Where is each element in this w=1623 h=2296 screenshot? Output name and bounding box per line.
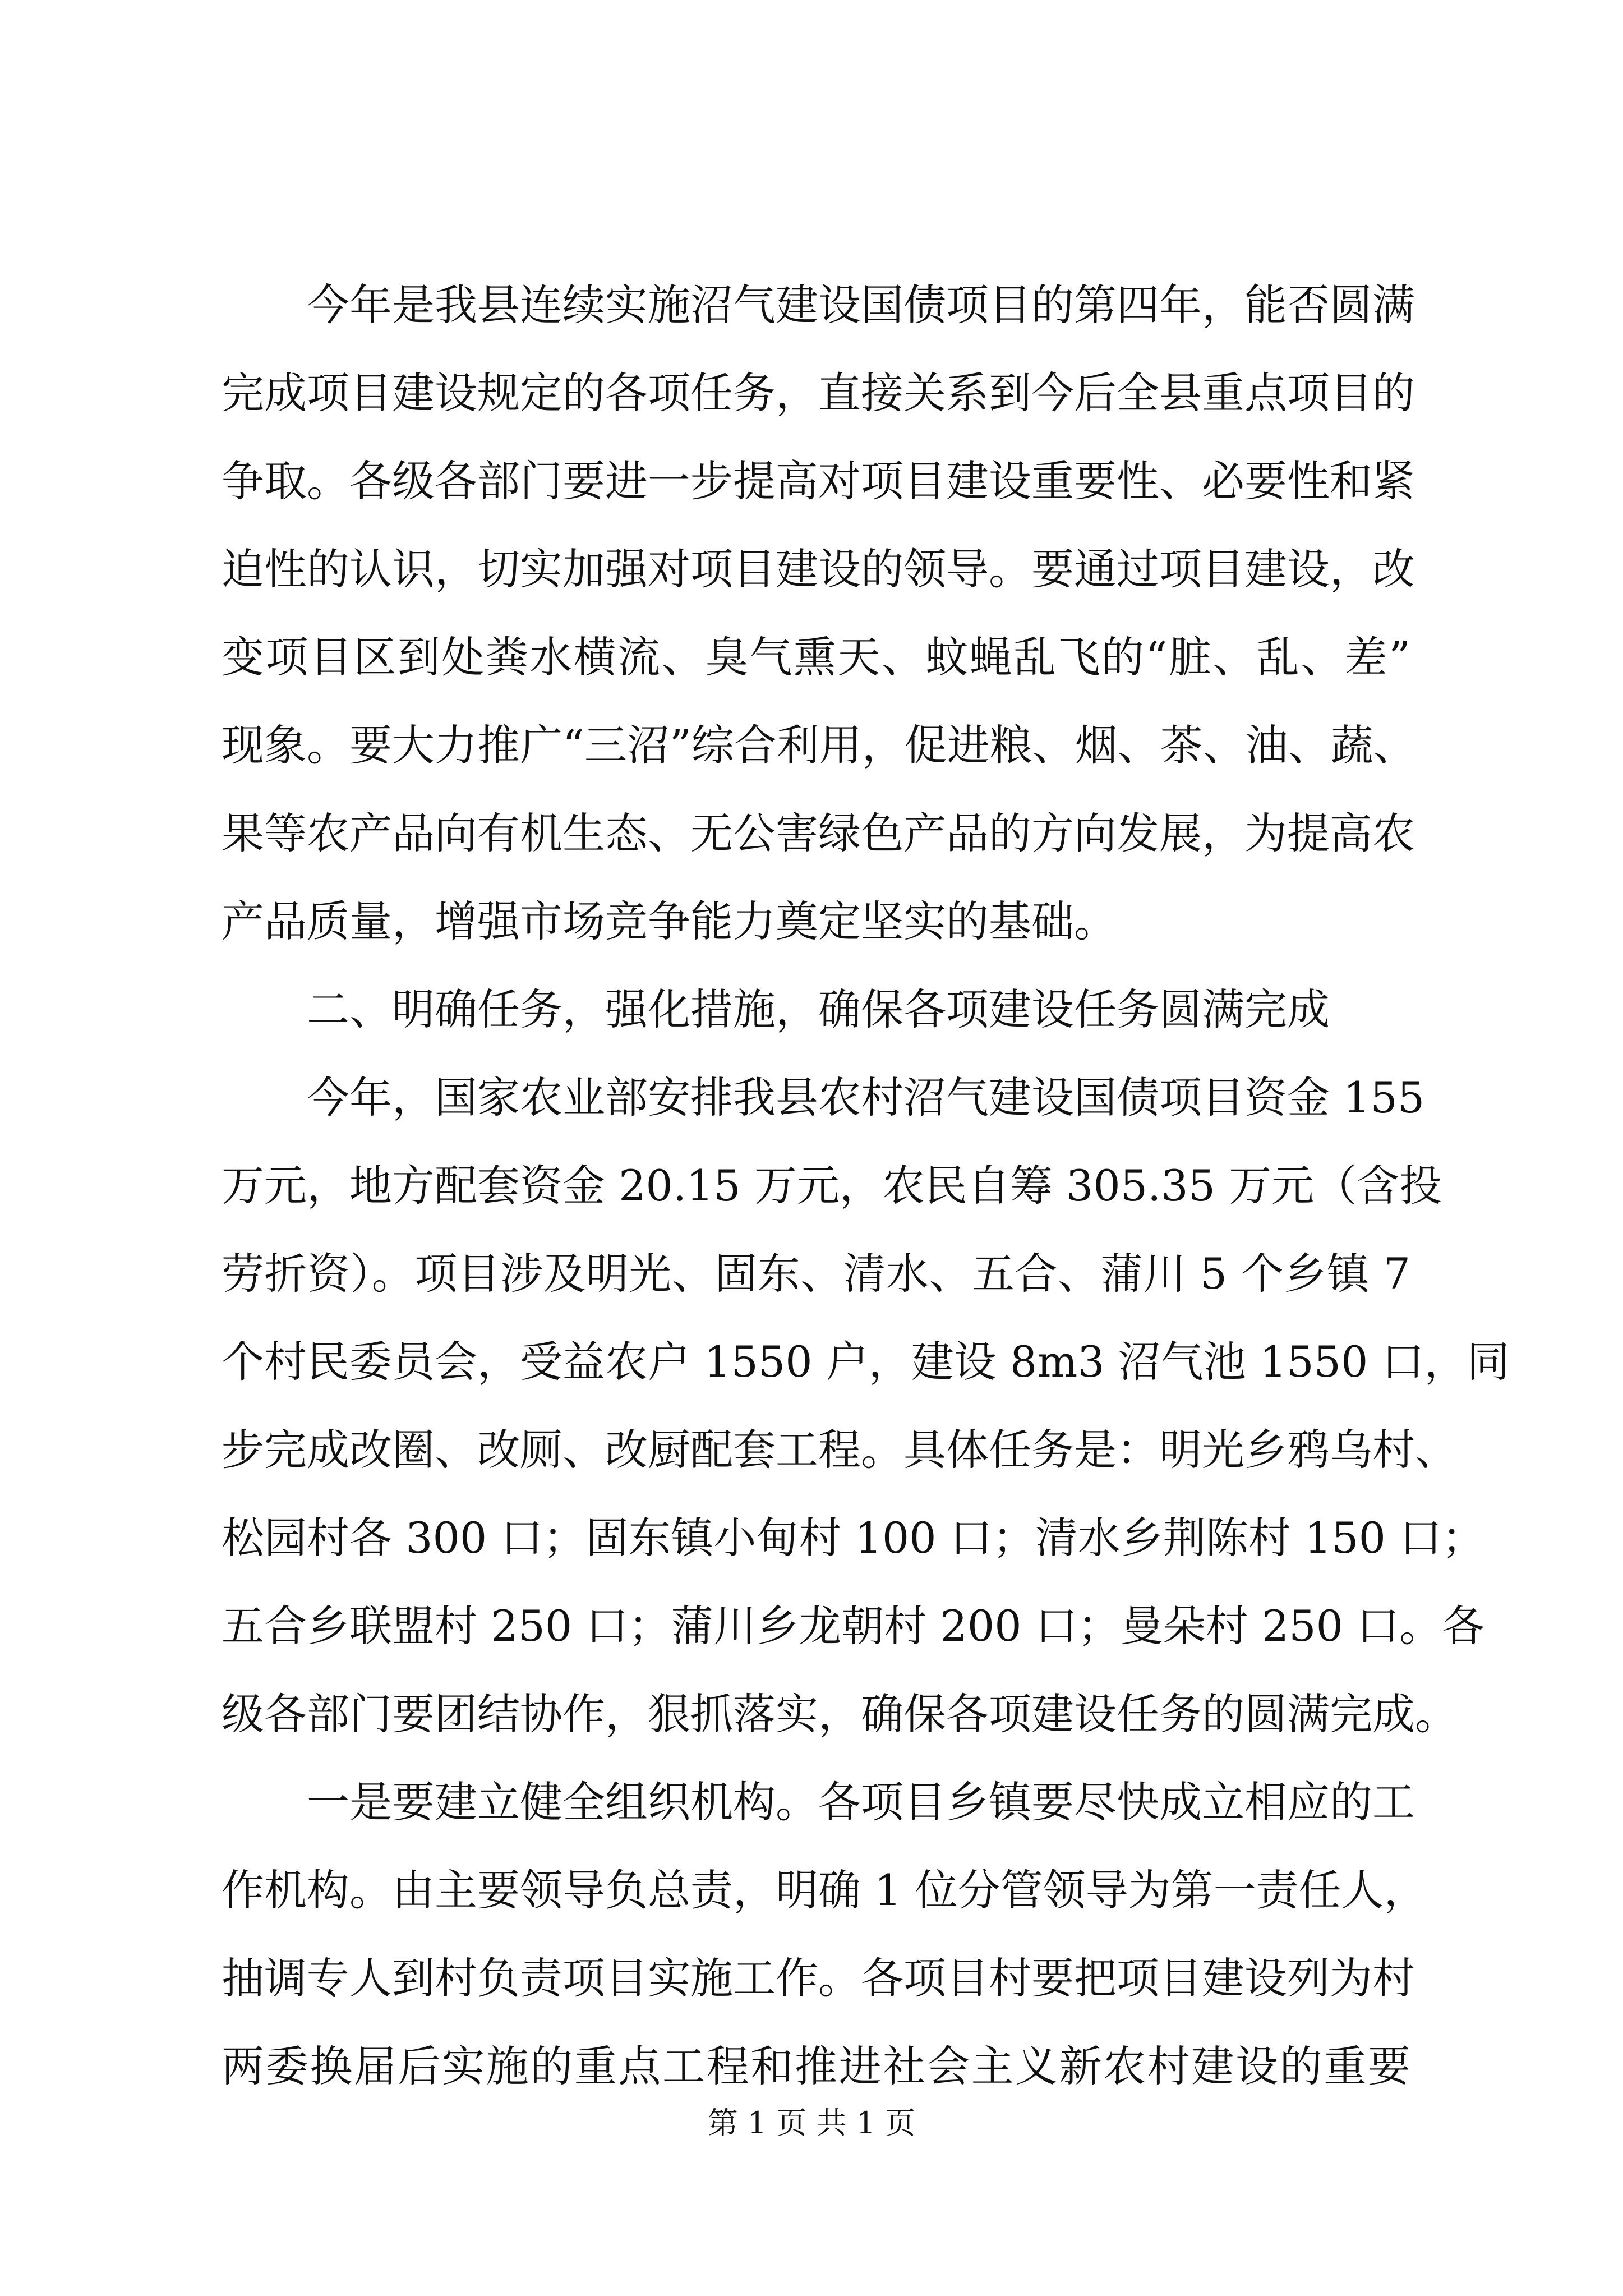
paragraph-line: 争取。各级各部门要进一步提高对项目建设重要性、必要性和紧 (222, 456, 1415, 506)
paragraph-line: 果等农产品向有机生态、无公害绿色产品的方向发展，为提高农 (222, 808, 1415, 858)
paragraph-line: 松园村各 300 口；固东镇小甸村 100 口；清水乡荆陈村 150 口； (222, 1513, 1485, 1563)
body-text (222, 261, 1510, 2110)
paragraph-line: 作机构。由主要领导负总责，明确 1 位分管领导为第一责任人， (222, 1865, 1427, 1915)
paragraph-line: 步完成改圈、改厕、改厨配套工程。具体任务是：明光乡鸦乌村、 (222, 1425, 1458, 1475)
paragraph-line: 今年是我县连续实施沼气建设国债项目的第四年，能否圆满 (307, 280, 1415, 330)
paragraph-line: 现象。要大力推广“三沼”综合利用，促进粮、烟、茶、油、蔬、 (222, 720, 1416, 770)
paragraph-line: 万元，地方配套资金 20.15 万元，农民自筹 305.35 万元（含投 (222, 1161, 1442, 1211)
paragraph-line: 完成项目建设规定的各项任务，直接关系到今后全县重点项目的 (222, 368, 1415, 418)
paragraph-line: 两委换届后实施的重点工程和推进社会主义新农村建设的重要 (222, 2041, 1410, 2091)
section-heading: 二、明确任务，强化措施，确保各项建设任务圆满完成 (307, 984, 1330, 1034)
paragraph-line: 个村民委员会，受益农户 1550 户，建设 8m3 沼气池 1550 口，同 (222, 1337, 1510, 1387)
paragraph-line: 五合乡联盟村 250 口；蒲川乡龙朝村 200 口；曼朵村 250 口。各 (222, 1601, 1485, 1651)
paragraph-line: 级各部门要团结协作，狠抓落实，确保各项建设任务的圆满完成。 (222, 1689, 1458, 1739)
paragraph-line: 变项目区到处粪水横流、臭气熏天、蚊蝇乱飞的“脏、乱、差” (222, 632, 1410, 682)
paragraph-line: 一是要建立健全组织机构。各项目乡镇要尽快成立相应的工 (307, 1777, 1415, 1827)
page-footer: 第 1 页 共 1 页 (707, 2105, 916, 2141)
paragraph-line: 抽调专人到村负责项目实施工作。各项目村要把项目建设列为村 (222, 1953, 1415, 2003)
paragraph-line: 今年，国家农业部安排我县农村沼气建设国债项目资金 155 (307, 1073, 1425, 1122)
paragraph-line: 产品质量，增强市场竞争能力奠定坚实的基础。 (222, 896, 1117, 946)
paragraph-line: 迫性的认识，切实加强对项目建设的领导。要通过项目建设，改 (222, 544, 1415, 594)
paragraph-line: 劳折资）。项目涉及明光、固东、清水、五合、蒲川 5 个乡镇 7 (222, 1249, 1410, 1299)
